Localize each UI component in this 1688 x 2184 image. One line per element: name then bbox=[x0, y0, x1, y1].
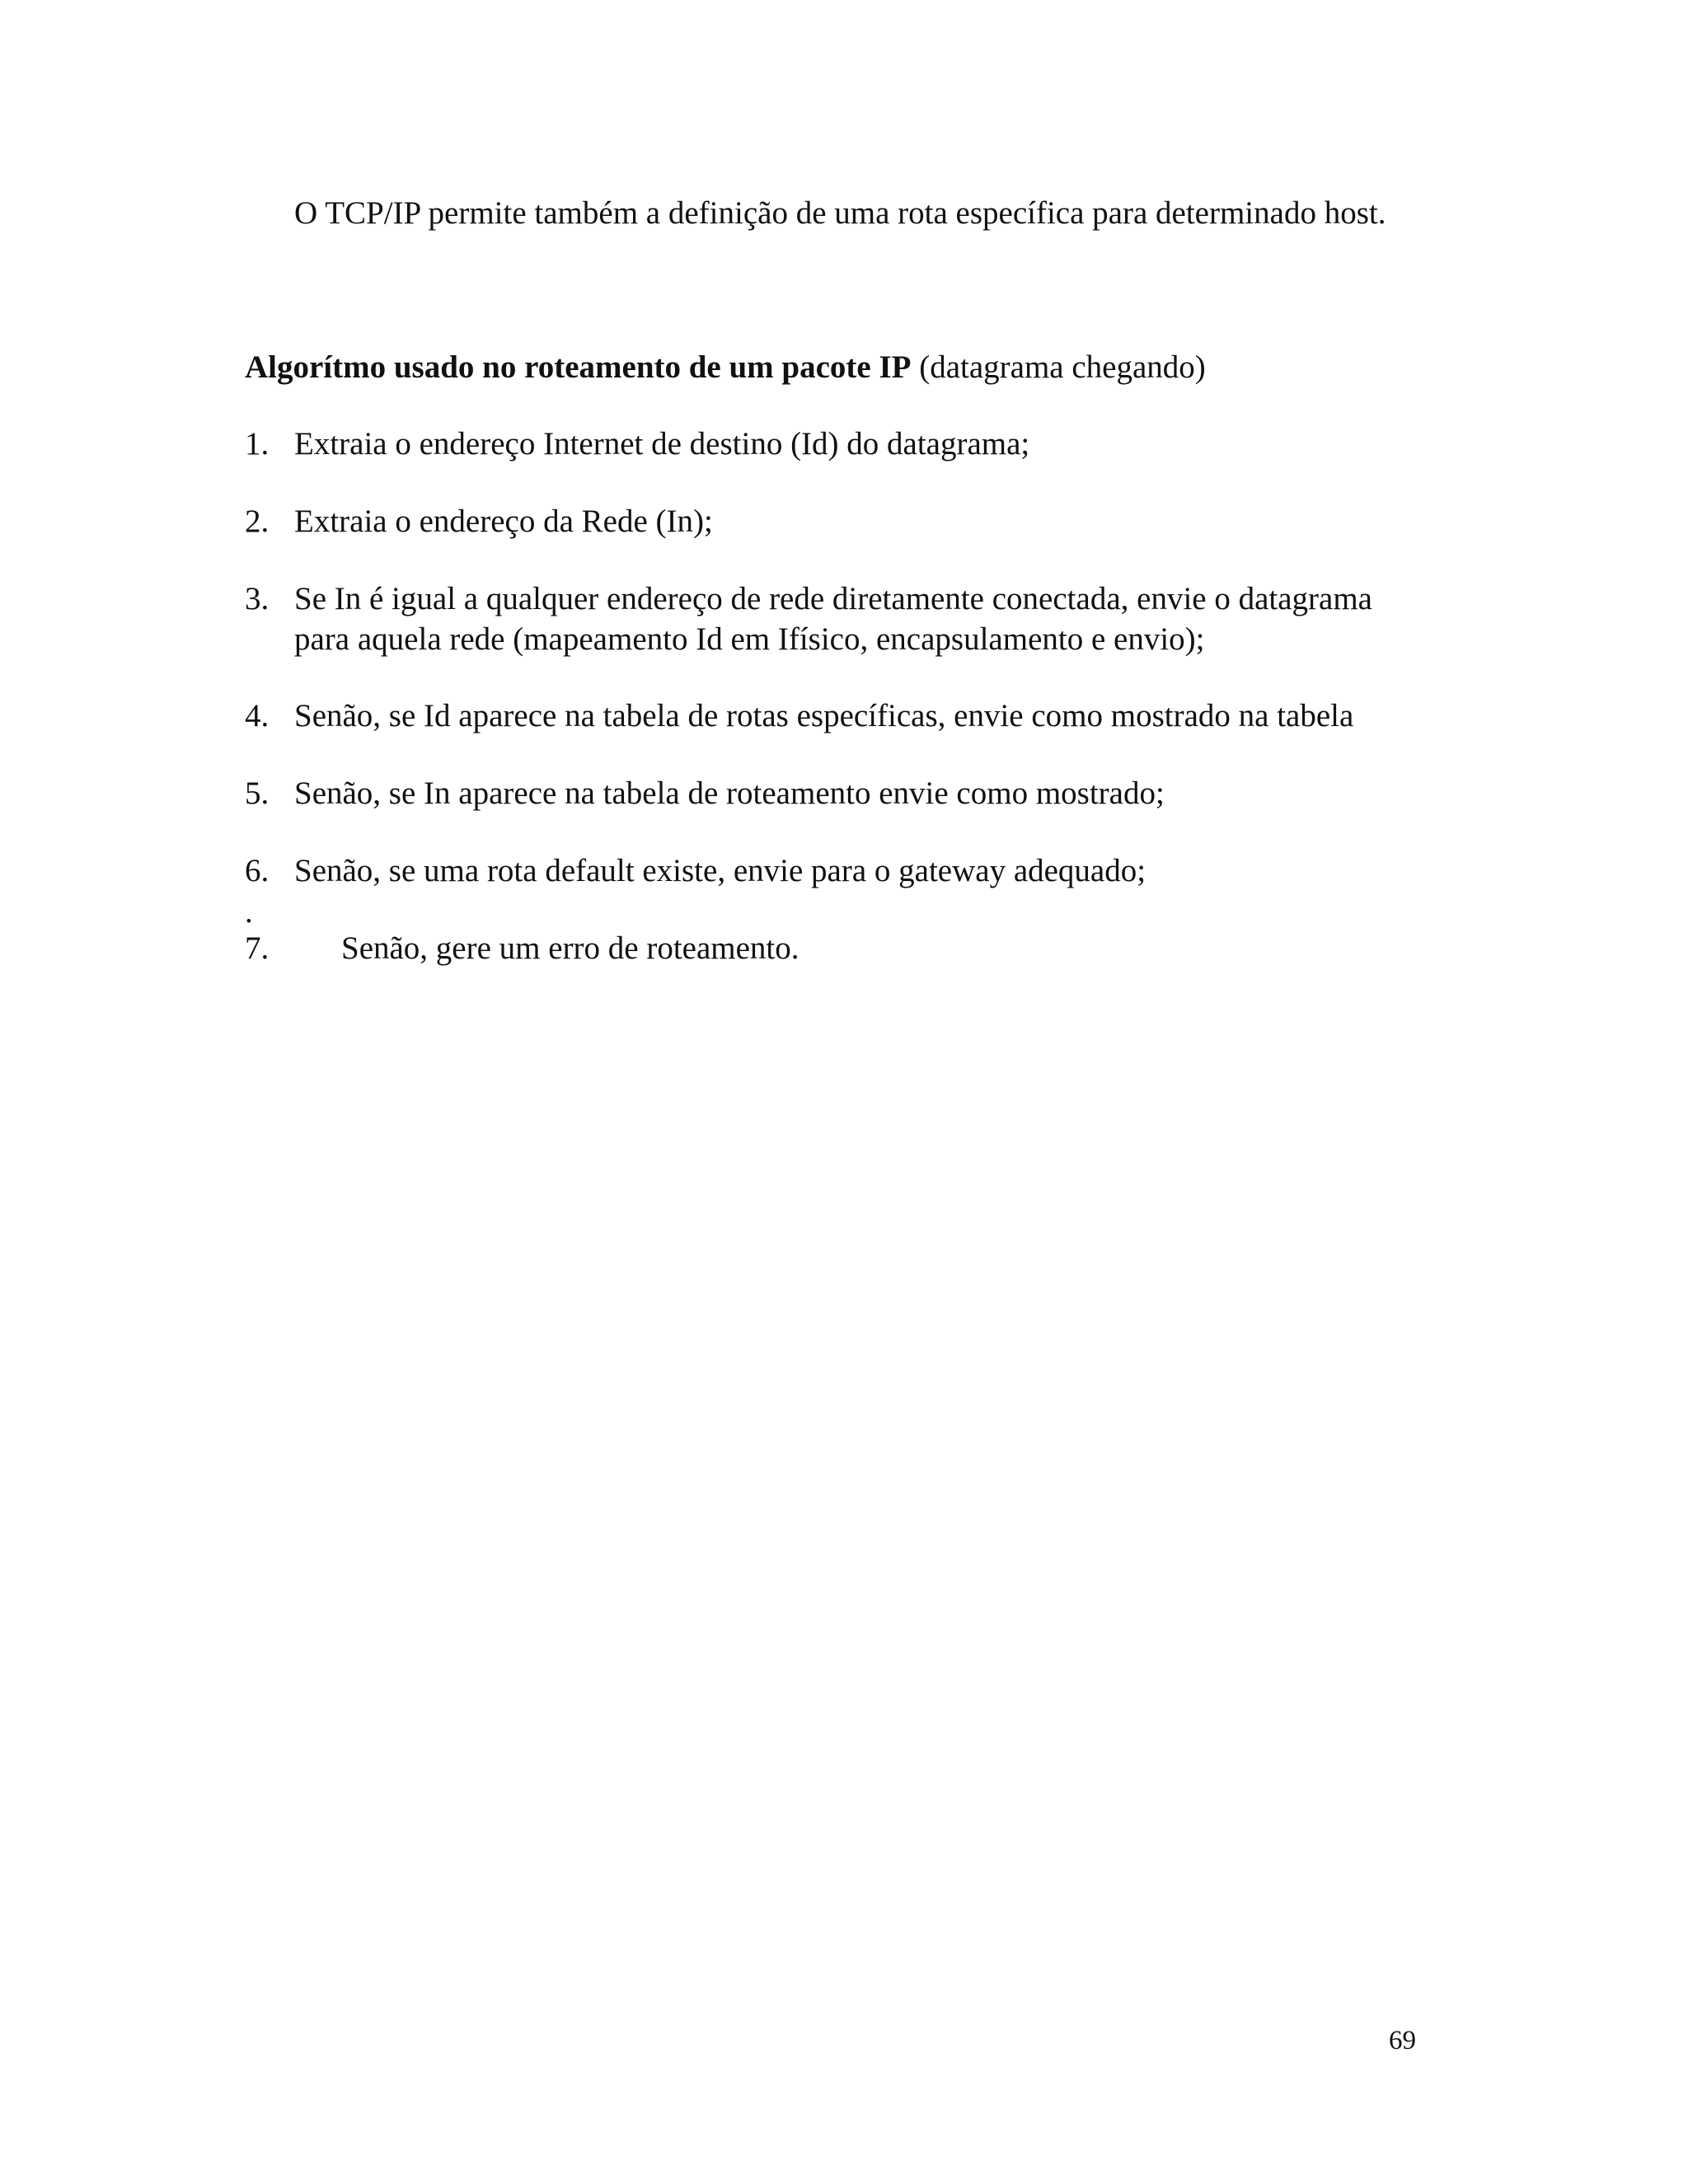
list-item-text: Senão, se Id aparece na tabela de rotas específicas, envie como mostrado na tabela bbox=[294, 698, 1354, 733]
list-item-text: Se In é igual a qualquer endereço de rede diretamente conectada, envie o datagrama bbox=[294, 581, 1372, 616]
intro-paragraph: O TCP/IP permite também a definição de uma rota específica para determinado host. bbox=[294, 195, 1386, 231]
heading-bold-text: Algorítmo usado no roteamento de um pacote IP bbox=[245, 349, 912, 385]
list-item-number: 1. bbox=[245, 426, 270, 462]
heading-normal-text: (datagrama chegando) bbox=[919, 349, 1206, 385]
list-item-number: 6. bbox=[245, 853, 270, 888]
list-item-number: 2. bbox=[245, 504, 270, 539]
list-item-text: Extraia o endereço Internet de destino (Id) do datagrama; bbox=[294, 426, 1030, 462]
page-number: 69 bbox=[1389, 2026, 1416, 2055]
list-item-number: 5. bbox=[245, 776, 270, 811]
list-item-number: 3. bbox=[245, 581, 270, 616]
list-item-number: 4. bbox=[245, 698, 270, 733]
list-item-text: Senão, se uma rota default existe, envie para o gateway adequado; bbox=[294, 853, 1146, 888]
stray-dot-mark: . bbox=[245, 894, 253, 930]
list-item-number: 7. bbox=[245, 930, 270, 966]
section-heading bbox=[245, 349, 1206, 387]
list-item-text-continued: para aquela rede (mapeamento Id em Ifísico, encapsulamento e envio); bbox=[294, 621, 1205, 657]
list-item-text: Senão, se In aparece na tabela de roteamento envie como mostrado; bbox=[294, 776, 1165, 811]
list-item-text: Extraia o endereço da Rede (In); bbox=[294, 504, 713, 539]
list-item-text: Senão, gere um erro de roteamento. bbox=[341, 930, 799, 966]
